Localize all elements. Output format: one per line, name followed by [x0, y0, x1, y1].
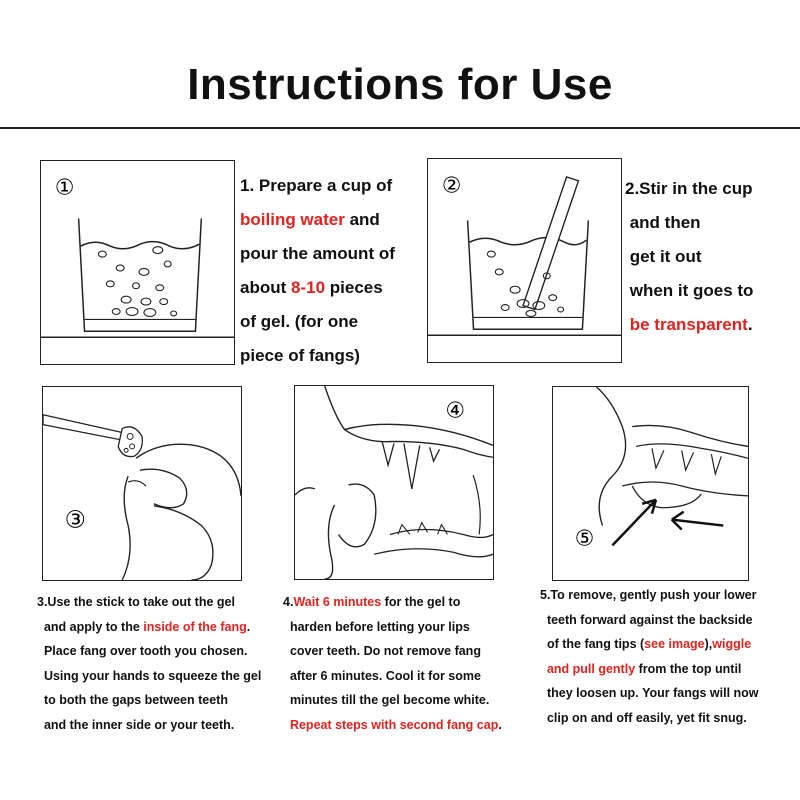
text-run: teeth forward against the backside: [540, 612, 753, 627]
highlighted-text: wiggle: [712, 637, 752, 651]
text-run: pieces: [325, 278, 383, 297]
step-text-line: [240, 169, 440, 203]
text-run: [283, 718, 290, 732]
text-run: after 6 minutes. Cool it for some: [283, 668, 481, 683]
text-run: minutes till the gel become white.: [283, 693, 490, 707]
text-run: 3.Use the stick to take out the gel: [37, 595, 235, 609]
text-run: about: [240, 278, 291, 297]
step-5-text: [540, 583, 798, 730]
text-run: get it out: [625, 247, 702, 266]
step-text-line: [283, 639, 543, 664]
step-4-text: [283, 590, 543, 737]
text-run: they loosen up. Your fangs will now: [540, 686, 759, 700]
text-run: of the fang tips (: [540, 637, 645, 651]
step-text-line: [283, 615, 543, 640]
step-text-line: [240, 339, 440, 373]
text-run: 4.: [283, 595, 294, 609]
stir-cup-icon: [428, 159, 621, 362]
step-text-line: [283, 664, 543, 689]
step-1-illustration: [40, 160, 235, 365]
step-text-line: [540, 608, 798, 633]
step-2-text: [625, 172, 795, 342]
highlighted-text: inside of the fang: [143, 619, 247, 634]
mouth-with-fangs-icon: [295, 386, 493, 579]
step-text-line: [625, 172, 795, 206]
step-number-label: ④: [445, 398, 465, 424]
text-run: 1. Prepare a cup of: [240, 176, 393, 195]
cup-of-water-icon: [41, 161, 234, 364]
step-number-label: ①: [54, 175, 75, 201]
title-divider: [0, 127, 800, 129]
removing-fangs-icon: [553, 387, 748, 580]
step-text-line: [37, 615, 287, 640]
text-run: from the top until: [635, 661, 742, 676]
highlighted-text: boiling water: [240, 210, 345, 229]
step-text-line: [540, 583, 798, 608]
text-run: .: [246, 619, 251, 634]
step-text-line: [240, 237, 440, 271]
step-text-line: [37, 639, 287, 664]
step-3-illustration: [42, 386, 242, 581]
step-text-line: [540, 681, 798, 706]
step-text-line: [283, 590, 543, 615]
hand-applying-gel-icon: [43, 387, 241, 580]
text-run: Using your hands to squeeze the gel: [37, 668, 262, 683]
text-run: and then: [625, 213, 701, 232]
step-text-line: [37, 688, 287, 713]
step-4-illustration: [294, 385, 494, 580]
highlighted-text: be transparent: [625, 315, 748, 334]
highlighted-text: see image: [644, 637, 705, 651]
text-run: when it goes to: [625, 281, 754, 300]
step-3-text: [37, 590, 287, 737]
text-run: 2.Stir in the cup: [625, 179, 753, 198]
step-text-line: [625, 206, 795, 240]
highlighted-text: 8-10: [291, 278, 326, 297]
step-text-line: [240, 203, 440, 237]
step-text-line: [625, 274, 795, 308]
text-run: piece of fangs): [240, 346, 360, 365]
text-run: to both the gaps between teeth: [37, 693, 228, 707]
step-5-illustration: [552, 386, 749, 581]
page-title: Instructions for Use: [187, 60, 613, 109]
text-run: and apply to the: [37, 619, 144, 634]
text-run: ),: [704, 637, 713, 651]
step-text-line: [37, 713, 287, 738]
text-run: Place fang over tooth you chosen.: [37, 644, 248, 658]
text-run: of gel. (for one: [240, 312, 359, 331]
step-text-line: [240, 271, 440, 305]
text-run: clip on and off easily, yet fit snug.: [540, 710, 747, 725]
text-run: .: [498, 717, 502, 732]
text-run: .: [747, 315, 753, 334]
step-text-line: [37, 590, 287, 615]
text-run: 5.To remove, gently push your lower: [540, 588, 757, 602]
step-text-line: [37, 664, 287, 689]
highlighted-text: and pull gently: [540, 661, 636, 676]
text-run: and the inner side or your teeth.: [37, 717, 235, 732]
step-text-line: [625, 240, 795, 274]
text-run: harden before letting your lips: [283, 619, 470, 634]
step-number-label: ⑤: [574, 526, 595, 552]
highlighted-text: Wait 6 minutes: [293, 595, 382, 609]
text-run: pour the amount of: [240, 244, 395, 263]
step-text-line: [283, 713, 543, 738]
step-number-label: ③: [64, 505, 87, 534]
step-text-line: [540, 632, 798, 657]
step-text-line: [283, 688, 543, 713]
step-2-illustration: [427, 158, 622, 363]
step-text-line: [625, 308, 795, 342]
text-run: for the gel to: [381, 595, 461, 609]
step-1-text: [240, 169, 440, 373]
step-text-line: [240, 305, 440, 339]
text-run: and: [344, 210, 380, 229]
step-number-label: ②: [441, 173, 462, 199]
highlighted-text: Repeat steps with second fang cap: [289, 717, 499, 732]
text-run: cover teeth. Do not remove fang: [283, 644, 481, 658]
step-text-line: [540, 706, 798, 731]
step-text-line: [540, 657, 798, 682]
